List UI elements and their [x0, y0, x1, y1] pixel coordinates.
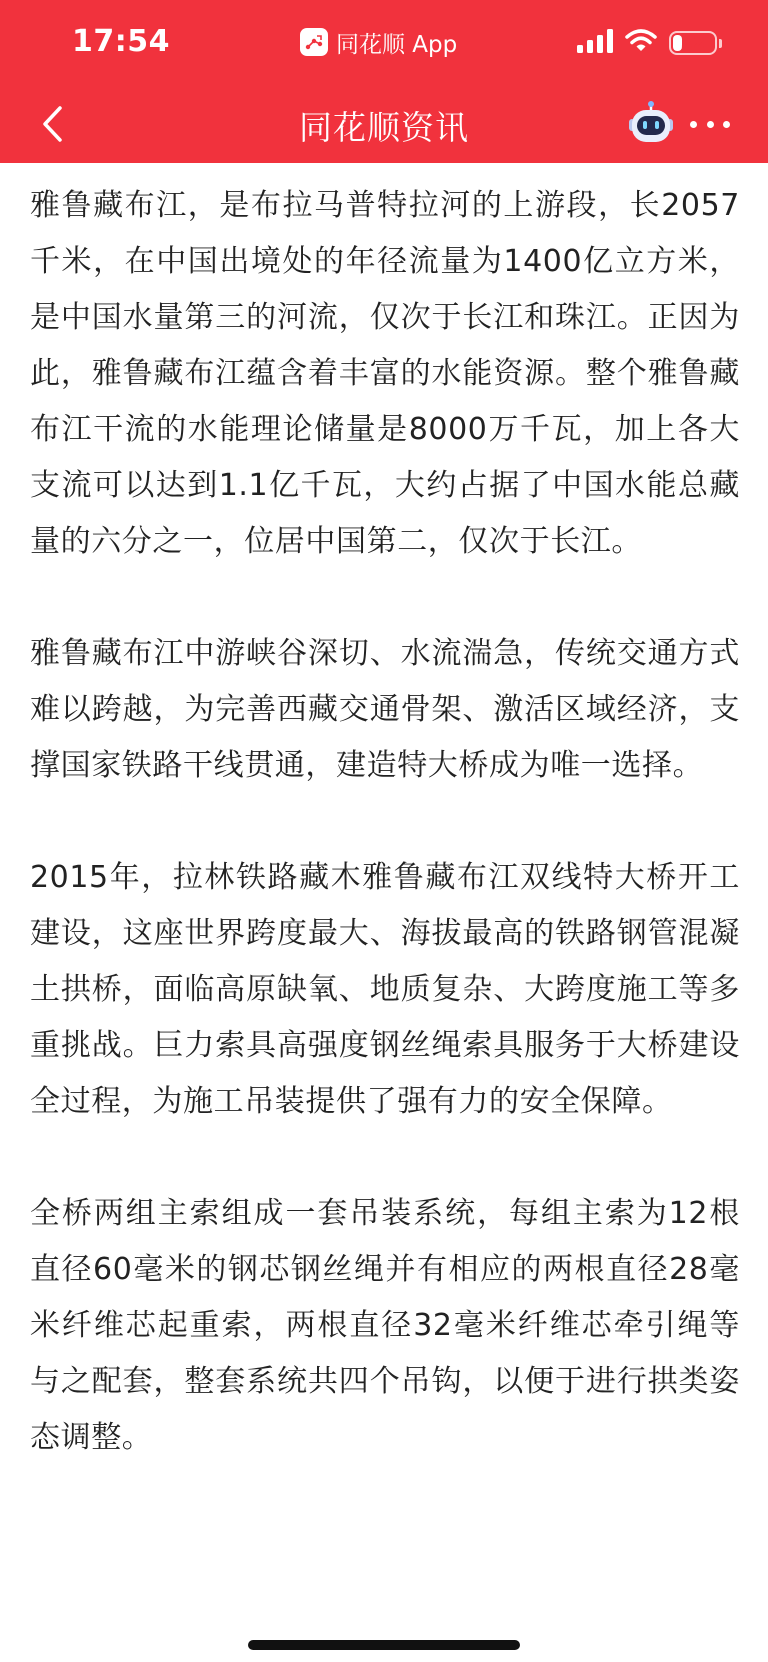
app-logo-icon [300, 28, 328, 56]
article-paragraph: 雅鲁藏布江，是布拉马普特拉河的上游段，长2057千米，在中国出境处的年径流量为1400亿立方米，是中国水量第三的河流，仅次于长江和珠江。正因为此，雅鲁藏布江蕴含着丰富的水能资源。整个雅鲁藏布江干流的水能理论储量是8000万千瓦，加上各大支流可以达到1.1亿千瓦，大约占据了中国水能总藏量的六分之一，位居中国第二，仅次于长江。 [30, 188, 740, 559]
page-title: 同花顺资讯 [299, 108, 469, 147]
more-button[interactable] [690, 108, 730, 140]
status-time: 17:54 [72, 24, 170, 59]
battery-icon [669, 31, 722, 55]
status-app-name: 同花顺 App [336, 31, 458, 58]
wifi-icon [625, 29, 657, 57]
signal-icon [577, 29, 613, 57]
article-paragraph: 雅鲁藏布江中游峡谷深切、水流湍急，传统交通方式难以跨越，为完善西藏交通骨架、激活区域经济，支撑国家铁路干线贯通，建造特大桥成为唯一选择。 [30, 636, 740, 783]
robot-assistant-icon [626, 100, 676, 148]
robot-assistant-button[interactable] [626, 100, 676, 148]
home-indicator[interactable] [248, 1640, 520, 1650]
app-header [0, 0, 768, 163]
article-paragraph: 全桥两组主索组成一套吊装系统，每组主索为12根直径60毫米的钢芯钢丝绳并有相应的两根直径28毫米纤维芯起重索，两根直径32毫米纤维芯牵引绳等与之配套，整套系统共四个吊钩，以便于进行拱类姿态调整。 [30, 1196, 740, 1455]
battery-body [669, 31, 717, 55]
nav-bar [0, 86, 768, 163]
more-dots-icon [723, 121, 730, 128]
more-dots-icon [690, 121, 697, 128]
status-icons [577, 28, 722, 58]
battery-level: 22 [680, 32, 706, 53]
status-bar [0, 0, 768, 86]
more-dots-icon [707, 121, 714, 128]
battery-cap [719, 39, 722, 48]
article-paragraph: 2015年，拉林铁路藏木雅鲁藏布江双线特大桥开工建设，这座世界跨度最大、海拔最高的铁路钢管混凝土拱桥，面临高原缺氧、地质复杂、大跨度施工等多重挑战。巨力索具高强度钢丝绳索具服务于大桥建设全过程，为施工吊装提供了强有力的安全保障。 [30, 860, 740, 1119]
article-body [30, 178, 740, 1522]
status-app-indicator[interactable] [300, 24, 457, 60]
